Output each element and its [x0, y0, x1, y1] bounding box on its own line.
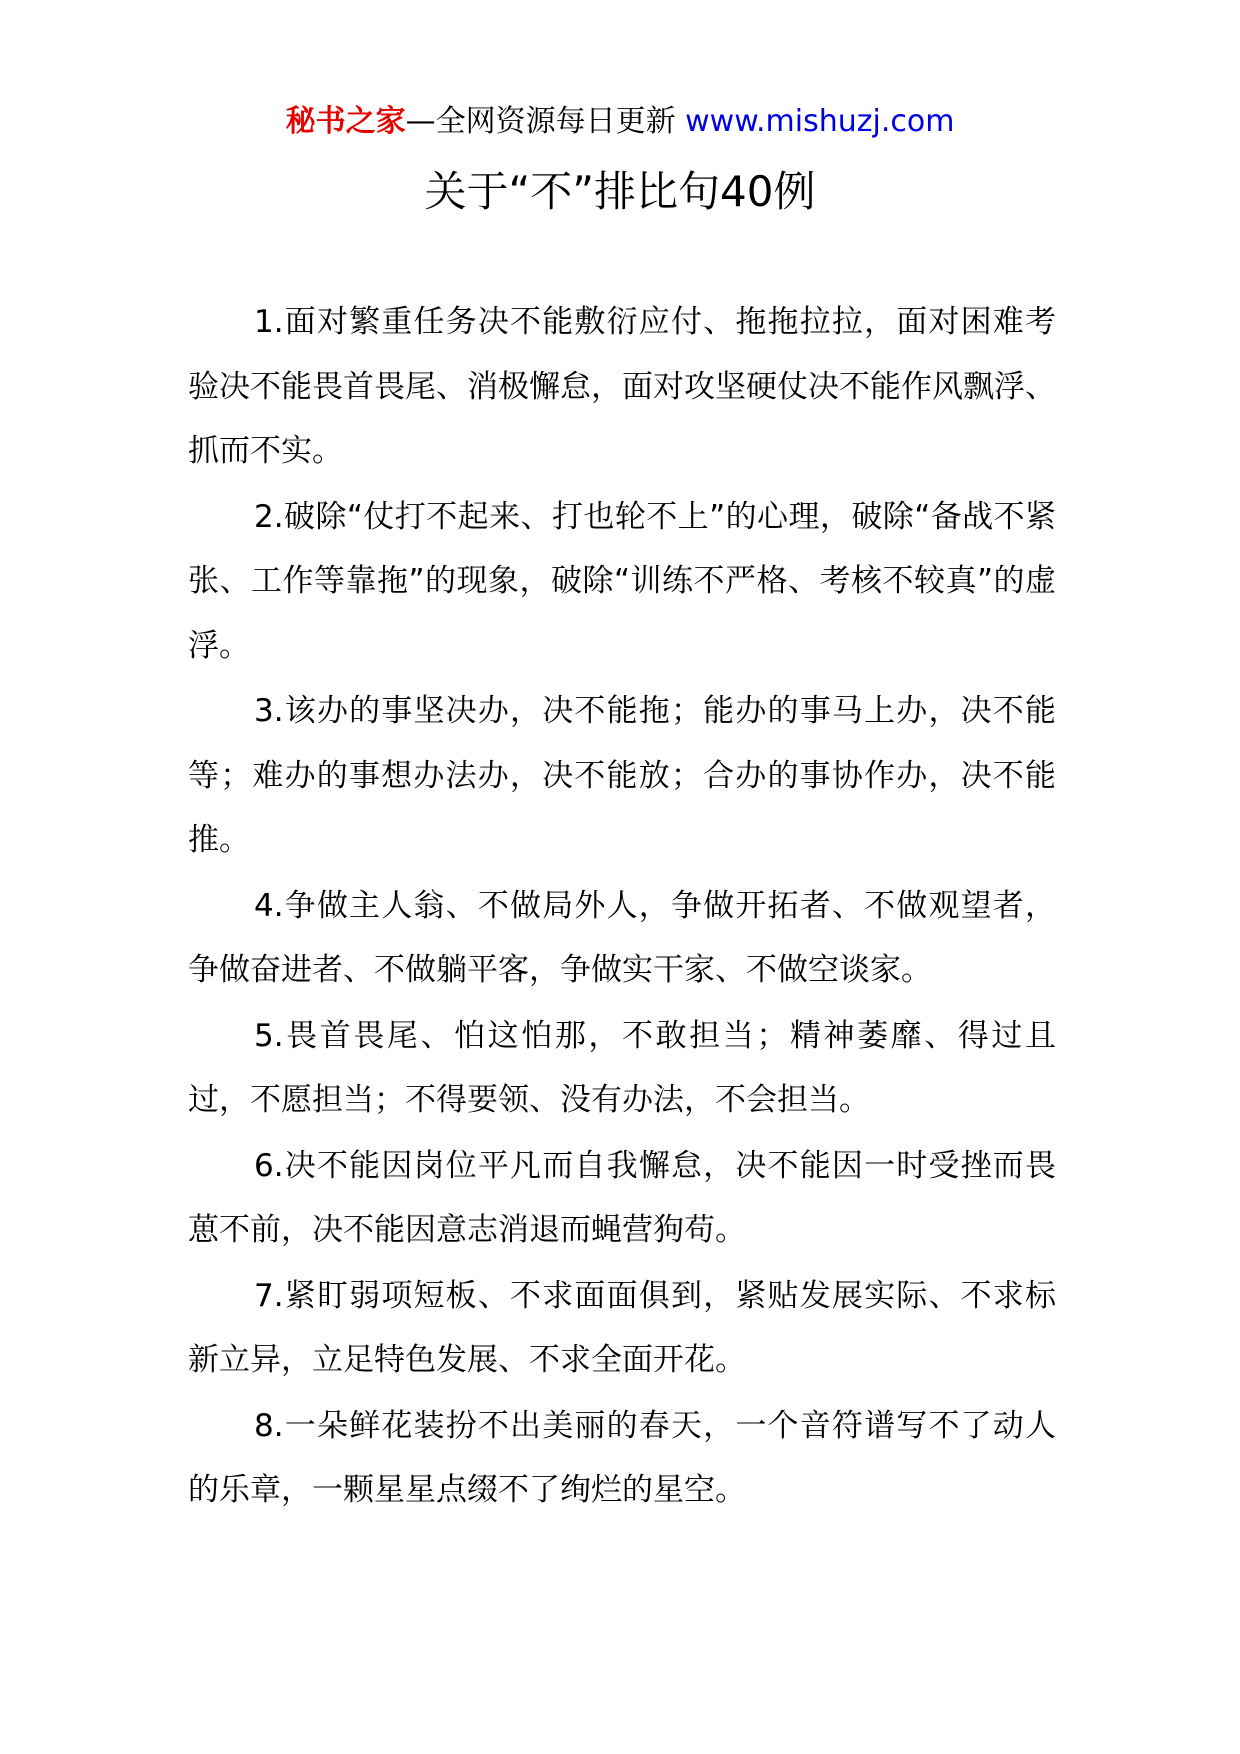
- paragraph-3: 3.该办的事坚决办，决不能拖；能办的事马上办，决不能等；难办的事想办法办，决不能放；合办的事协作办，决不能推。: [188, 693, 1056, 858]
- paragraph-7: 7.紧盯弱项短板、不求面面俱到，紧贴发展实际、不求标新立异，立足特色发展、不求全面开花。: [188, 1277, 1056, 1378]
- paragraph-8: 8.一朵鲜花装扮不出美丽的春天，一个音符谱写不了动人的乐章，一颗星星点缀不了绚烂的星空。: [188, 1407, 1056, 1508]
- site-url-link[interactable]: www.mishuzj.com: [685, 104, 955, 139]
- paragraph-6: 6.决不能因岗位平凡而自我懈怠，决不能因一时受挫而畏葸不前，决不能因意志消退而蝇营狗苟。: [188, 1147, 1056, 1248]
- paragraph-2: 2.破除“仗打不起来、打也轮不上”的心理，破除“备战不紧张、工作等靠拖”的现象，破除“训练不严格、考核不较真”的虚浮。: [188, 498, 1056, 664]
- paragraph-5: 5.畏首畏尾、怕这怕那，不敢担当；精神萎靡、得过且过，不愿担当；不得要领、没有办法，不会担当。: [188, 1017, 1056, 1118]
- site-brand: 秘书之家: [285, 104, 406, 139]
- site-slogan: —全网资源每日更新: [405, 104, 676, 139]
- paragraph-1: 1.面对繁重任务决不能敷衍应付、拖拖拉拉，面对困难考验决不能畏首畏尾、消极懈怠，面对攻坚硬仗决不能作风飘浮、抓而不实。: [188, 304, 1056, 469]
- paragraph-4: 4.争做主人翁、不做局外人，争做开拓者、不做观望者，争做奋进者、不做躺平客，争做实干家、不做空谈家。: [188, 887, 1056, 988]
- document-body: [188, 290, 1056, 1524]
- site-header: [0, 100, 1240, 144]
- document-title: 关于“不”排比句40例: [424, 167, 816, 216]
